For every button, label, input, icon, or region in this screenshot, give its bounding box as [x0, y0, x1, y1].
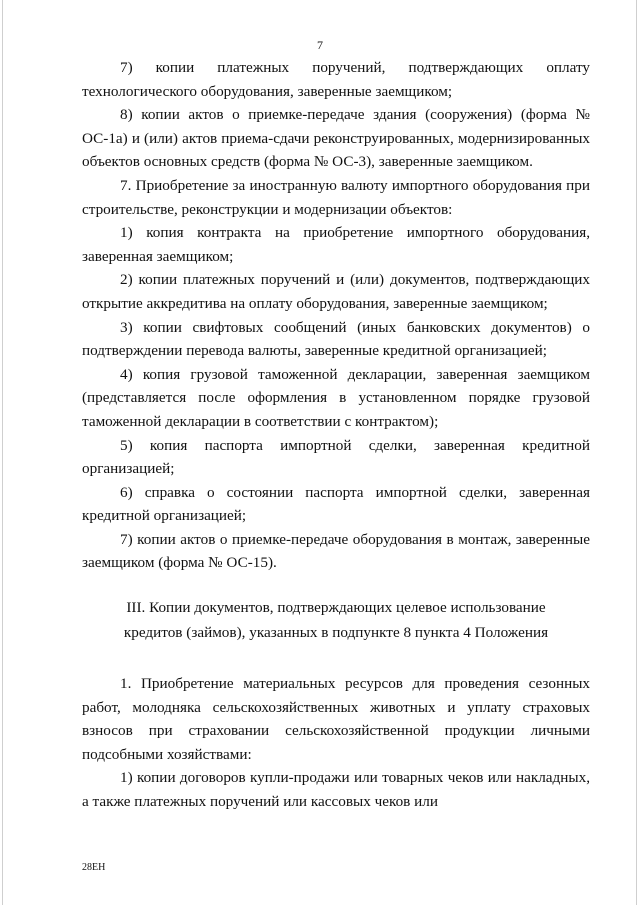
paragraph: 3) копии свифтовых сообщений (иных банковских документов) о подтверждении перевода валюты, заверенные кредитной организацией; — [82, 318, 590, 360]
section-heading — [82, 595, 590, 645]
paragraph: 8) копии актов о приемке-передаче здания (сооружения) (форма № ОС-1а) и (или) актов приема-сдачи реконструированных, модернизированных объектов основных средств (форма № ОС-3), заверенные заемщиком. — [82, 106, 590, 171]
scan-edge-left — [2, 0, 3, 905]
document-code: 28ЕН — [82, 862, 106, 873]
document-body — [82, 56, 590, 814]
page-number: 7 — [317, 38, 323, 52]
paragraph: 4) копия грузовой таможенной декларации, заверенная заемщиком (представляется после оформления в установленном порядке грузовой таможенной декларации в соответствии с контрактом); — [82, 365, 590, 430]
paragraph: 7) копии актов о приемке-передаче оборудования в монтаж, заверенные заемщиком (форма № ОС-15). — [82, 530, 590, 572]
paragraph: 1) копия контракта на приобретение импортного оборудования, заверенная заемщиком; — [82, 224, 590, 265]
section-heading-line: кредитов (займов), указанных в подпункте 8 пункта 4 Положения — [123, 624, 549, 642]
paragraph: 1. Приобретение материальных ресурсов для проведения сезонных работ, молодняка сельскохозяйственных животных и уплату страховых взносов при страховании сельскохозяйственной продукции личными подсобными хозяйствами: — [82, 675, 590, 763]
section-heading-line: III. Копии документов, подтверждающих целевое использование — [126, 599, 546, 617]
paragraph: 2) копии платежных поручений и (или) документов, подтверждающих открытие аккредитива на оплату оборудования, заверенные заемщиком; — [82, 271, 590, 312]
paragraph: 5) копия паспорта импортной сделки, заверенная кредитной организацией; — [82, 436, 590, 478]
scan-edge-right — [636, 0, 637, 905]
paragraph: 7. Приобретение за иностранную валюту импортного оборудования при строительстве, реконструкции и модернизации объектов: — [82, 176, 590, 218]
paragraph: 7) копии платежных поручений, подтверждающих оплату технологического оборудования, заверенные заемщиком; — [82, 59, 590, 100]
paragraph: 1) копии договоров купли-продажи или товарных чеков или накладных, а также платежных поручений или кассовых чеков или — [82, 769, 590, 811]
paragraph: 6) справка о состоянии паспорта импортной сделки, заверенная кредитной организацией; — [82, 483, 590, 525]
